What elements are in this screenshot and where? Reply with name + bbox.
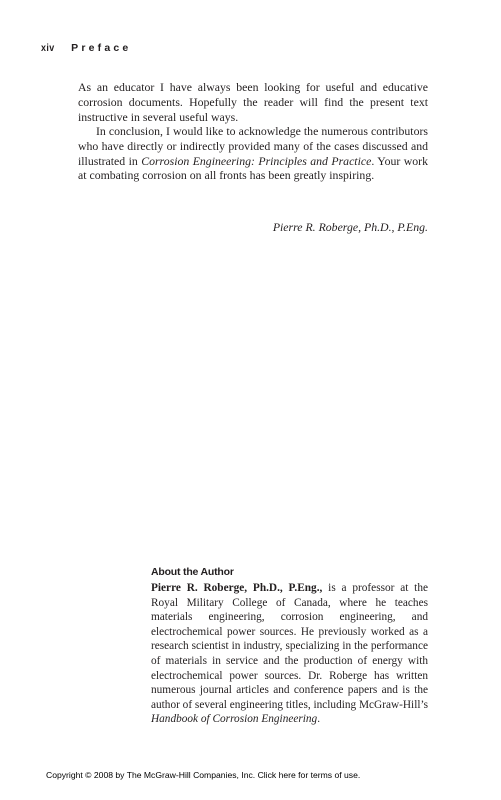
copyright-footer xyxy=(46,769,360,781)
running-head xyxy=(41,41,131,55)
paragraph-text-start: In conclusion, I would like to acknowledge the numerous contributors who have directly or indirectly provided many of the cases discussed and illustrated in xyxy=(78,124,428,168)
copyright-text: Copyright © 2008 by The McGraw-Hill Companies, Inc. xyxy=(46,770,256,780)
preface-paragraph-2 xyxy=(78,124,428,183)
bio-text: is a professor at the Royal Military College of Canada, where he teaches materials engineering, corrosion engineering, and electrochemical power sources. He previously worked as a research scientist in industry, specializing in the performance of materials in service and the production of energy with electrochemical power sources. Dr. Roberge has written numerous journal articles and conference papers and is the author of several engineering titles, including McGraw-Hill’s xyxy=(151,582,429,711)
about-author-heading: About the Author xyxy=(151,566,234,578)
author-name: Pierre R. Roberge, Ph.D., P.Eng., xyxy=(151,582,323,594)
page-number: xiv xyxy=(41,42,55,54)
handbook-title: Handbook of Corrosion Engineering xyxy=(151,713,318,726)
author-signature: Pierre R. Roberge, Ph.D., P.Eng. xyxy=(272,220,428,234)
terms-of-use-link[interactable]: Click here for terms of use. xyxy=(257,770,361,780)
about-author-bio xyxy=(151,581,428,727)
preface-paragraph-1 xyxy=(78,80,428,124)
bio-end: . xyxy=(317,713,321,726)
book-title: Corrosion Engineering: Principles and Practice xyxy=(141,153,372,168)
section-title: Preface xyxy=(71,42,132,54)
paragraph-text: As an educator I have always been looking for useful and educative corrosion documents. Hopefully the reader will find the present text instructive in several useful ways. xyxy=(78,80,428,124)
about-author-section xyxy=(151,565,428,727)
paragraph-text xyxy=(78,124,428,183)
paragraph-text-end: . Your work at combating corrosion on all fronts has been greatly inspiring. xyxy=(78,153,428,183)
